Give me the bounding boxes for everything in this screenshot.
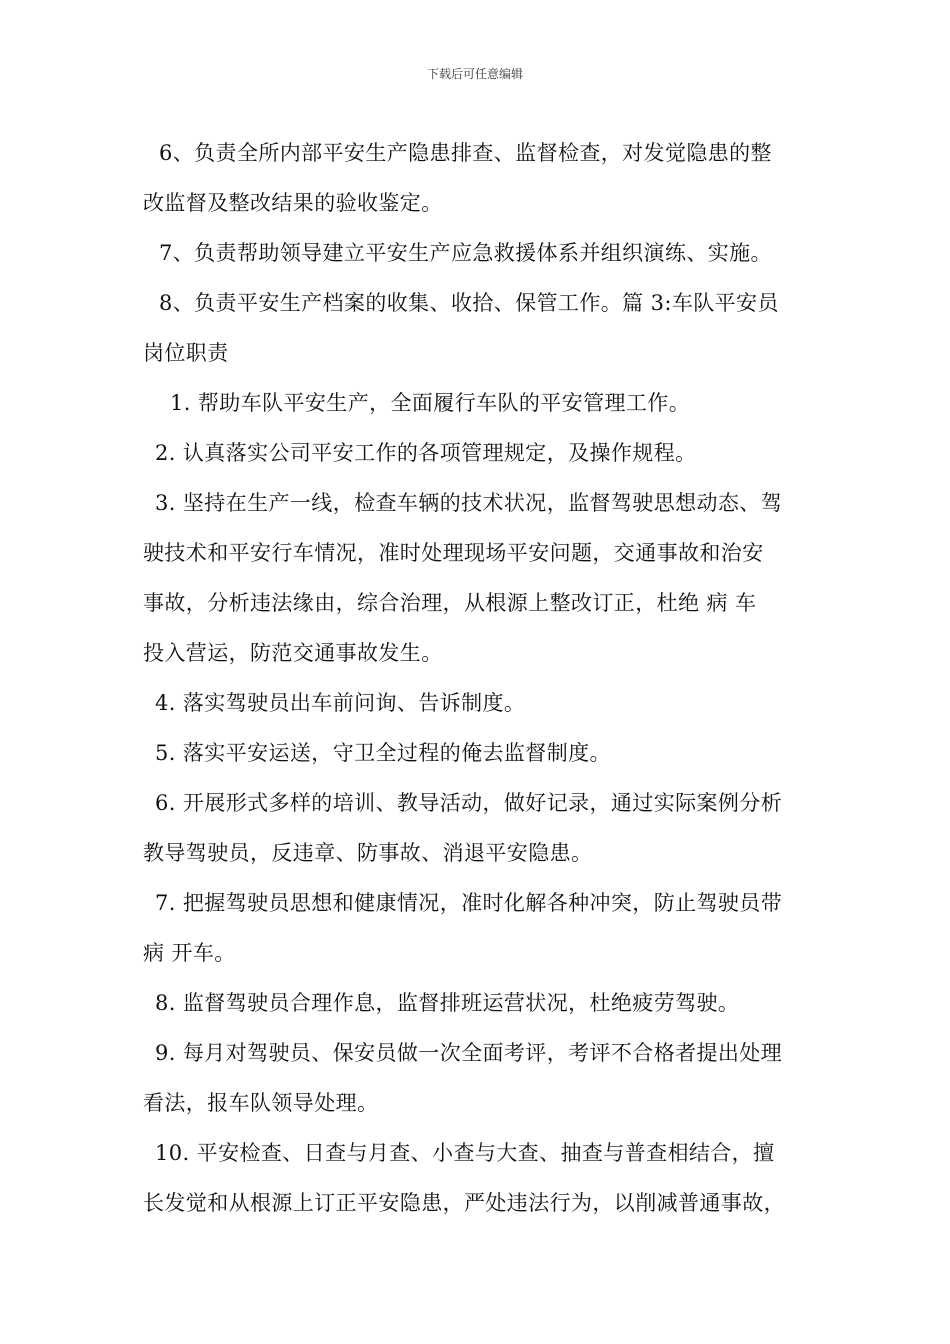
text-line: 看法，报车队领导处理。 bbox=[143, 1091, 379, 1115]
text-line: 10. 平安检查、日查与月查、小查与大查、抽查与普查相结合，擅 bbox=[155, 1141, 775, 1165]
page-header: 下载后可任意编辑 bbox=[426, 67, 523, 81]
text-line: 2. 认真落实公司平安工作的各项管理规定，及操作规程。 bbox=[155, 441, 697, 465]
text-line: 7. 把握驾驶员思想和健康情况，准时化解各种冲突，防止驾驶员带 bbox=[155, 891, 783, 915]
text-line: 病 开车。 bbox=[143, 941, 236, 965]
text-line: 改监督及整改结果的验收鉴定。 bbox=[143, 191, 443, 215]
document-body bbox=[143, 128, 823, 1228]
text-line: 6、负责全所内部平安生产隐患排查、监督检查，对发觉隐患的整 bbox=[159, 141, 772, 165]
text-line: 教导驾驶员，反违章、防事故、消退平安隐患。 bbox=[143, 841, 593, 865]
text-line: 9. 每月对驾驶员、保安员做一次全面考评，考评不合格者提出处理 bbox=[155, 1041, 783, 1065]
text-line: 6. 开展形式多样的培训、教导活动，做好记录，通过实际案例分析 bbox=[155, 791, 783, 815]
text-line: 长发觉和从根源上订正平安隐患，严处违法行为，以削减普通事故， bbox=[143, 1191, 785, 1215]
text-line: 8. 监督驾驶员合理作息，监督排班运营状况，杜绝疲劳驾驶。 bbox=[155, 991, 740, 1015]
text-line: 8、负责平安生产档案的收集、收拾、保管工作。篇 3:车队平安员 bbox=[159, 291, 779, 315]
text-line: 7、负责帮助领导建立平安生产应急救援体系并组织演练、实施。 bbox=[159, 241, 772, 265]
text-line: 1. 帮助车队平安生产，全面履行车队的平安管理工作。 bbox=[170, 391, 691, 415]
text-line: 岗位职责 bbox=[143, 341, 229, 365]
text-line: 投入营运，防范交通事故发生。 bbox=[143, 641, 443, 665]
text-line: 驶技术和平安行车情况，准时处理现场平安问题，交通事故和治安 bbox=[143, 541, 764, 565]
text-line: 事故，分析违法缘由，综合治理，从根源上整改订正，杜绝 病 车 bbox=[143, 591, 757, 615]
text-line: 4. 落实驾驶员出车前问询、告诉制度。 bbox=[155, 691, 526, 715]
text-line: 3. 坚持在生产一线，检查车辆的技术状况，监督驾驶思想动态、驾 bbox=[155, 491, 783, 515]
text-line: 5. 落实平安运送，守卫全过程的俺去监督制度。 bbox=[155, 741, 611, 765]
